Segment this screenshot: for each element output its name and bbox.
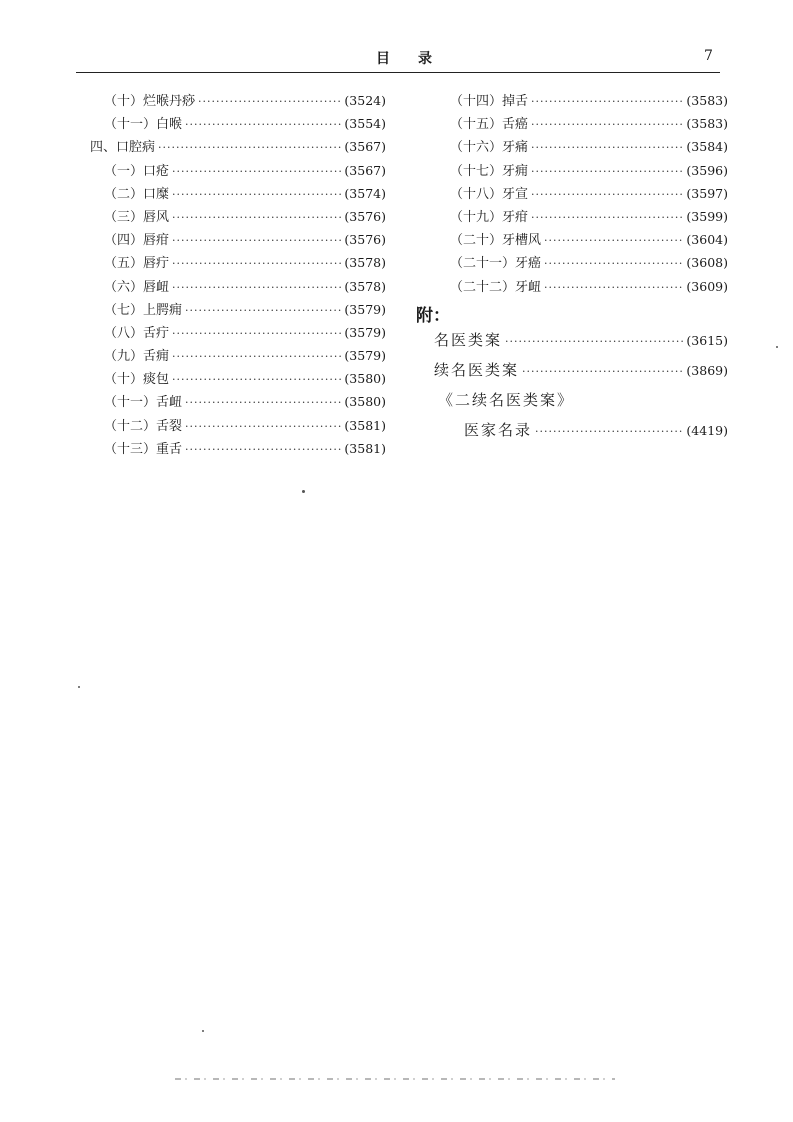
toc-leader-dots [172, 165, 341, 178]
toc-entry-label: （十一）舌衄 [104, 395, 183, 411]
toc-entry-label: （五）唇疔 [104, 256, 170, 272]
toc-entry[interactable] [416, 183, 728, 206]
toc-leader-dots [531, 141, 683, 154]
toc-leader-dots [172, 211, 341, 224]
toc-entry[interactable] [416, 160, 728, 183]
toc-entry[interactable] [416, 252, 728, 275]
toc-entry-page: (3580) [344, 394, 386, 410]
toc-entry-label: 医家名录 [464, 420, 533, 439]
toc-entry[interactable] [416, 329, 728, 359]
toc-entry[interactable] [90, 136, 386, 159]
toc-entry-label: （十）烂喉丹痧 [104, 94, 196, 109]
appendix-heading [416, 301, 728, 329]
toc-entry-label: （十三）重舌 [104, 441, 183, 457]
toc-entry-label: （二十二）牙衄 [450, 279, 542, 295]
toc-entry-page: (3524) [344, 93, 386, 108]
toc-entry-page: (3608) [686, 255, 728, 271]
toc-entry[interactable] [90, 252, 386, 275]
toc-entry-label: （十二）舌裂 [104, 418, 183, 434]
toc-entry[interactable] [416, 419, 728, 449]
scan-speck [78, 686, 80, 688]
toc-entry[interactable] [90, 160, 386, 183]
toc-entry[interactable] [90, 415, 386, 438]
toc-entry[interactable] [416, 90, 728, 113]
scan-speck [202, 1030, 204, 1032]
toc-entry-label: （九）舌痈 [104, 349, 170, 365]
toc-entry[interactable] [90, 368, 386, 391]
toc-entry[interactable] [90, 276, 386, 299]
toc-entry-page: (3554) [344, 116, 386, 132]
toc-entry-label: （十六）牙痛 [450, 140, 529, 156]
toc-entry-label: （一）口疮 [104, 163, 170, 179]
appendix-heading-label: 附： [416, 305, 450, 326]
toc-entry-page: (3581) [344, 440, 386, 456]
toc-leader-dots [531, 188, 683, 201]
toc-entry[interactable] [416, 229, 728, 252]
toc-leader-dots [531, 211, 683, 224]
toc-leader-dots [172, 350, 341, 363]
toc-entry-page: (3580) [344, 371, 386, 387]
toc-entry-page: (3576) [344, 208, 386, 224]
toc-entry-page: (3869) [686, 362, 728, 378]
toc-leader-dots [172, 327, 341, 340]
toc-leader-dots [185, 420, 341, 433]
toc-entry-page: (3579) [344, 348, 386, 364]
toc-entry[interactable] [416, 359, 728, 389]
toc-entry-label: 续名医类案 [434, 360, 520, 379]
toc-entry[interactable] [90, 299, 386, 322]
toc-entry[interactable] [416, 136, 728, 159]
toc-entry-label: （六）唇衄 [104, 279, 170, 295]
toc-entry-page: (3576) [344, 232, 386, 248]
toc-entry-page: (3583) [686, 116, 728, 132]
toc-leader-dots [198, 95, 341, 108]
toc-leader-dots [185, 304, 341, 317]
toc-leader-dots [172, 257, 341, 270]
toc-entry-label: 名医类案 [434, 330, 503, 349]
toc-entry-page: (3583) [686, 93, 728, 108]
header-divider [76, 72, 720, 73]
toc-leader-dots [158, 141, 341, 154]
toc-entry[interactable] [416, 113, 728, 136]
toc-entry-label: （七）上腭痈 [104, 302, 183, 318]
toc-entry-label: （三）唇风 [104, 209, 170, 225]
toc-entry[interactable] [416, 206, 728, 229]
toc-entry-label: （二）口糜 [104, 186, 170, 202]
toc-leader-dots [544, 257, 683, 270]
toc-entry-page: (3615) [686, 332, 728, 348]
toc-entry[interactable] [90, 391, 386, 414]
toc-entry[interactable] [90, 113, 386, 136]
toc-entry-page: (3581) [344, 417, 386, 433]
toc-entry-page: (4419) [686, 422, 728, 438]
page-header-title: 目录 [376, 51, 460, 67]
toc-entry[interactable] [90, 438, 386, 461]
page-number: 7 [704, 48, 713, 64]
toc-entry-page: (3596) [686, 162, 728, 178]
toc-leader-dots [544, 234, 683, 247]
toc-leader-dots [172, 234, 341, 247]
toc-entry[interactable] [90, 322, 386, 345]
toc-leader-dots [185, 118, 341, 131]
toc-entry-page: (3578) [344, 278, 386, 294]
toc-entry-label: （十五）舌癌 [450, 117, 529, 133]
scan-artifact-line [175, 1078, 615, 1080]
toc-entry-page: (3609) [686, 278, 728, 294]
toc-entry-label: （二十）牙槽风 [450, 233, 542, 249]
toc-leader-dots [185, 396, 341, 409]
toc-leader-dots [544, 281, 683, 294]
toc-entry[interactable] [90, 183, 386, 206]
toc-entry-page: (3584) [686, 139, 728, 155]
toc-entry-page: (3579) [344, 301, 386, 317]
toc-entry-label: （十）痰包 [104, 372, 170, 388]
toc-entry[interactable] [90, 90, 386, 113]
toc-entry-label: （二十一）牙癌 [450, 256, 542, 272]
toc-entry-label: 四、口腔病 [90, 140, 156, 156]
toc-entry-page: (3579) [344, 324, 386, 340]
toc-leader-dots [505, 335, 683, 348]
toc-leader-dots [185, 443, 341, 456]
toc-entry[interactable] [416, 276, 728, 299]
toc-leader-dots [531, 165, 683, 178]
toc-entry-label: （八）舌疔 [104, 325, 170, 341]
toc-entry-label: （四）唇疳 [104, 233, 170, 249]
toc-right-entries [416, 90, 728, 299]
toc-entry-page: (3567) [344, 139, 386, 155]
appendix-book-title [416, 389, 728, 419]
toc-right-column [416, 90, 728, 449]
appendix-book-label: 《二续名医类案》 [438, 390, 575, 409]
toc-entry-page: (3599) [686, 208, 728, 224]
toc-entry-page: (3604) [686, 232, 728, 248]
toc-leader-dots [172, 188, 341, 201]
scan-speck [776, 346, 778, 348]
appendix-items [416, 329, 728, 389]
toc-entry-page: (3597) [686, 185, 728, 201]
toc-entry-page: (3578) [344, 255, 386, 271]
toc-entry-label: （十七）牙痈 [450, 163, 529, 179]
toc-leader-dots [535, 425, 683, 438]
toc-entry-label: （十四）掉舌 [450, 94, 529, 109]
toc-entry-label: （十八）牙宣 [450, 186, 529, 202]
toc-leader-dots [531, 95, 683, 108]
toc-entry-label: （十一）白喉 [104, 117, 183, 133]
toc-entry[interactable] [90, 345, 386, 368]
toc-entry-label: （十九）牙疳 [450, 209, 529, 225]
toc-leader-dots [522, 365, 683, 378]
toc-entry[interactable] [90, 229, 386, 252]
toc-leader-dots [172, 373, 341, 386]
toc-entry-page: (3567) [344, 162, 386, 178]
scan-speck [302, 490, 305, 493]
toc-leader-dots [531, 118, 683, 131]
toc-left-column [90, 90, 386, 461]
toc-entry-page: (3574) [344, 185, 386, 201]
toc-leader-dots [172, 281, 341, 294]
toc-entry[interactable] [90, 206, 386, 229]
